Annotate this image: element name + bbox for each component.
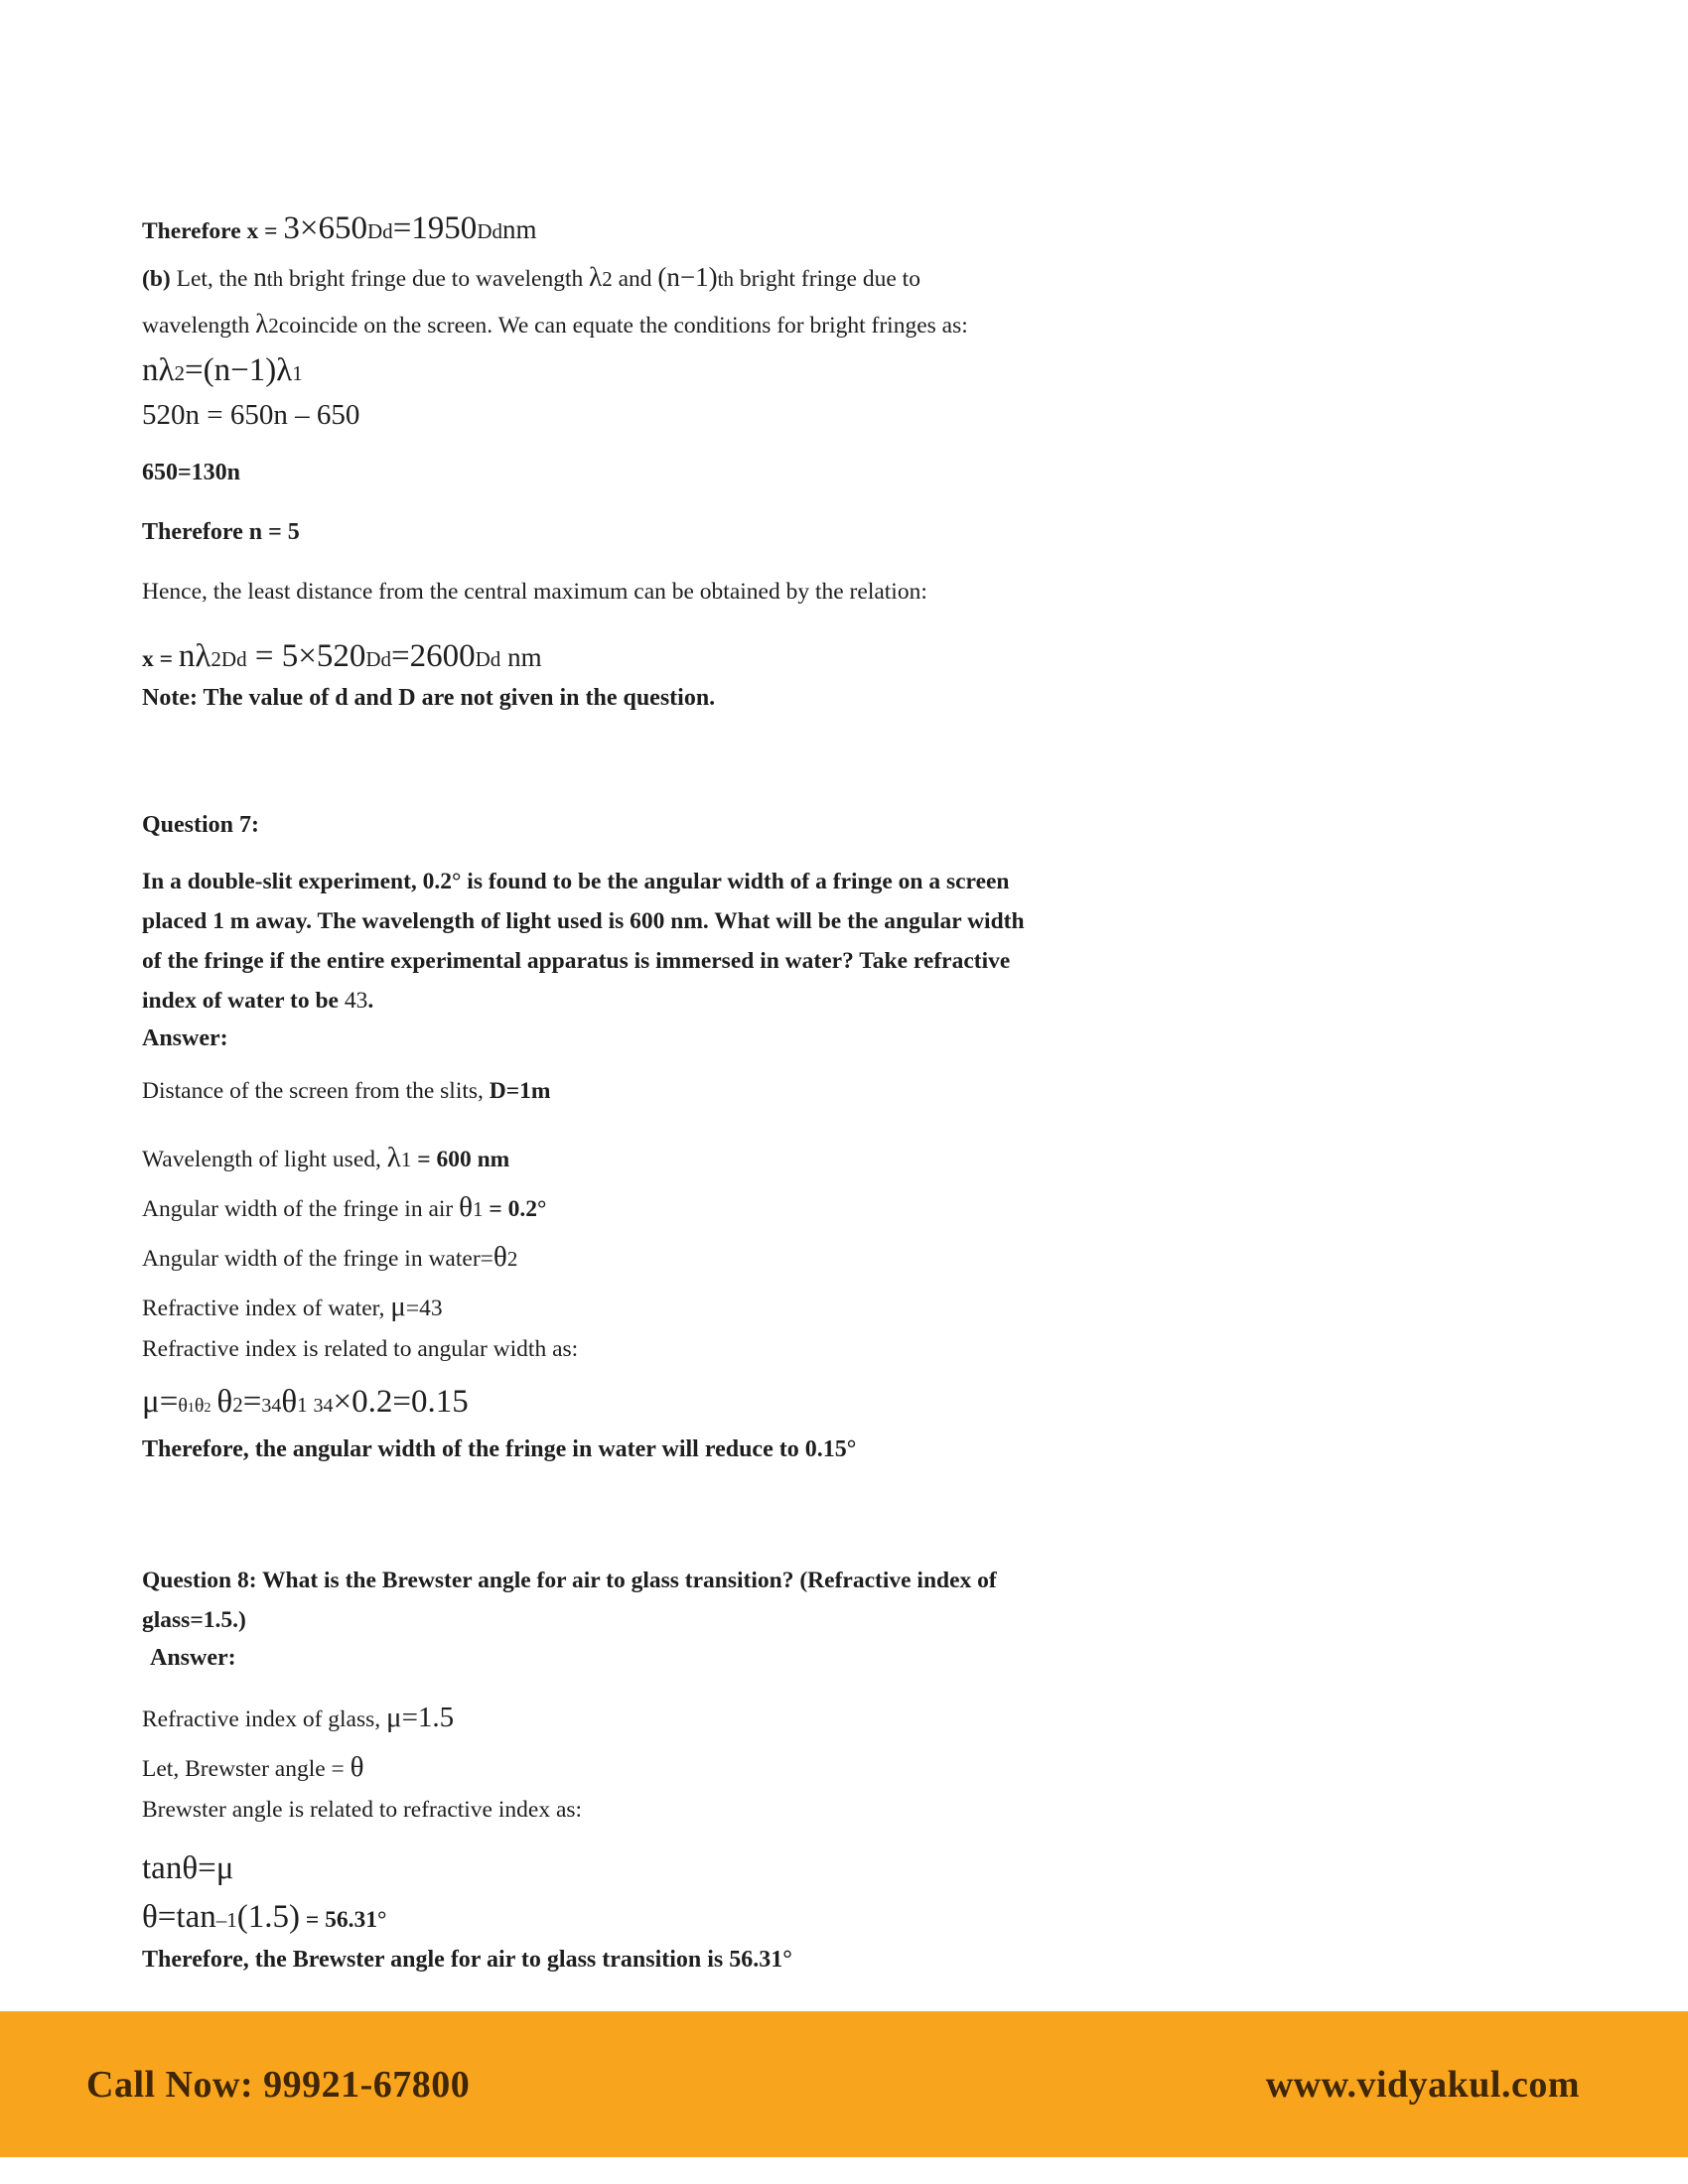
text-line xyxy=(142,941,1433,981)
text-line xyxy=(142,1433,1433,1466)
text-segment: λ xyxy=(589,262,603,292)
text-line xyxy=(142,255,1433,302)
text-segment: glass=1.5.) xyxy=(142,1607,246,1633)
text-segment: 1 xyxy=(187,1401,195,1416)
equation-tan-theta xyxy=(142,1846,1433,1893)
question-7-text xyxy=(142,862,1433,1021)
text-segment: Therefore x = xyxy=(142,218,284,244)
text-segment: placed 1 m away. The wavelength of light used is 600 nm. What will be the angular width xyxy=(142,908,1025,934)
text-line xyxy=(142,1135,1433,1182)
text-segment: Answer: xyxy=(142,1025,228,1051)
text-segment: =2600 xyxy=(391,638,476,674)
text-line xyxy=(142,302,1433,348)
result-n-5 xyxy=(142,516,1433,549)
answer-7-label xyxy=(142,1023,1433,1055)
text-segment: Therefore, the angular width of the fringe in water will reduce to 0.15° xyxy=(142,1436,857,1462)
text-segment: =(n−1)λ xyxy=(185,352,293,388)
text-line xyxy=(142,1794,1433,1827)
equation-mu-theta xyxy=(142,1379,1433,1432)
page-content xyxy=(142,206,1433,1977)
text-line xyxy=(142,1561,1433,1600)
footer-phone: Call Now: 99921-67800 xyxy=(86,2063,471,2106)
text-segment: 2 xyxy=(602,267,613,291)
relation-statement-8 xyxy=(142,1794,1433,1827)
text-segment: Refractive index of glass, xyxy=(142,1706,387,1732)
text-segment: 2 xyxy=(204,1401,211,1416)
text-segment: 2 xyxy=(506,1247,518,1271)
text-line xyxy=(142,981,1433,1021)
text-segment: nλ xyxy=(178,638,211,674)
text-segment: 3×650 xyxy=(283,210,368,246)
text-segment: Dd xyxy=(367,219,393,243)
text-segment: =43 xyxy=(405,1296,443,1321)
text-segment: tanθ=μ xyxy=(142,1850,234,1886)
equation-520n xyxy=(142,395,1433,437)
text-segment: Dd xyxy=(365,647,392,671)
text-segment: Wavelength of light used, xyxy=(142,1147,387,1172)
given-angular-width-air xyxy=(142,1184,1433,1232)
question-7-heading xyxy=(142,809,1433,842)
text-segment: Note: The value of d and D are not given in the question. xyxy=(142,685,716,711)
text-line xyxy=(142,576,1433,609)
text-segment: and xyxy=(612,266,658,292)
text-segment: bright fringe due to xyxy=(733,266,920,292)
text-segment: 34 xyxy=(313,1395,334,1417)
text-line xyxy=(142,901,1433,941)
text-segment: 2 xyxy=(268,314,279,338)
text-segment: 1 xyxy=(400,1148,412,1171)
conclusion-7 xyxy=(142,1433,1433,1466)
text-segment: 34 xyxy=(261,1395,282,1417)
text-segment: μ=1.5 xyxy=(386,1702,455,1733)
text-segment: 520n = 650n – 650 xyxy=(142,399,360,431)
text-segment: Hence, the least distance from the central maximum can be obtained by the relation: xyxy=(142,579,927,605)
given-refractive-index-glass xyxy=(142,1695,1433,1742)
text-segment: n xyxy=(253,262,267,292)
text-line xyxy=(142,1600,1433,1640)
text-line xyxy=(142,635,1433,680)
text-segment: th xyxy=(266,267,284,291)
text-segment: Dd xyxy=(477,219,502,243)
text-segment: nm xyxy=(501,214,537,244)
text-segment: = 56.31° xyxy=(299,1907,387,1933)
note-line xyxy=(142,682,1433,715)
text-line xyxy=(142,1846,1433,1893)
text-segment: 2 xyxy=(174,361,186,385)
text-segment: (b) xyxy=(142,266,171,292)
text-line xyxy=(142,1895,1433,1942)
text-segment: x = xyxy=(142,646,179,672)
text-segment: 650=130n xyxy=(142,460,241,485)
text-segment: . xyxy=(367,988,374,1014)
text-segment: 5×520 xyxy=(281,638,366,674)
text-segment: bright fringe due to wavelength xyxy=(283,266,590,292)
footer-bar xyxy=(0,2011,1688,2157)
text-line xyxy=(142,1184,1433,1232)
text-line xyxy=(142,809,1433,842)
text-segment: Angular width of the fringe in air xyxy=(142,1196,460,1222)
text-segment: Refractive index is related to angular width as: xyxy=(142,1336,579,1362)
given-distance xyxy=(142,1075,1433,1108)
text-line xyxy=(142,395,1433,437)
text-line xyxy=(142,682,1433,715)
text-segment: 1 xyxy=(297,1393,308,1417)
text-segment: Let, Brewster angle = xyxy=(142,1756,351,1782)
conclusion-8 xyxy=(142,1944,1433,1977)
text-segment: th xyxy=(717,267,734,291)
answer-8-label xyxy=(142,1642,1433,1675)
text-segment: λ xyxy=(255,309,269,339)
text-segment: =1950 xyxy=(392,210,478,246)
given-wavelength xyxy=(142,1135,1433,1182)
text-segment: λ xyxy=(386,1142,401,1173)
text-line xyxy=(142,350,1433,393)
text-segment: nm xyxy=(500,642,542,672)
text-line xyxy=(142,206,1433,253)
text-line xyxy=(142,1075,1433,1108)
equation-theta-arctan xyxy=(142,1895,1433,1942)
text-segment: wavelength xyxy=(142,313,256,339)
text-line xyxy=(142,1284,1433,1331)
text-segment: μ= xyxy=(142,1384,179,1420)
footer-website: www.vidyakul.com xyxy=(1265,2063,1580,2106)
text-segment: Distance of the screen from the slits, xyxy=(142,1078,490,1104)
text-segment: θ=tan xyxy=(142,1899,216,1935)
text-segment: θ xyxy=(281,1384,298,1420)
text-segment: = xyxy=(242,1384,262,1420)
equation-650-130n xyxy=(142,457,1433,489)
text-line xyxy=(142,1695,1433,1742)
text-line xyxy=(142,862,1433,901)
text-segment: of the fringe if the entire experimental apparatus is immersed in water? Take refractive xyxy=(142,948,1011,974)
text-line xyxy=(142,1333,1433,1366)
text-segment: Let, the xyxy=(170,266,254,292)
text-segment: –1 xyxy=(215,1908,237,1932)
solution-line-x-result xyxy=(142,206,1433,253)
text-segment: 43 xyxy=(344,988,368,1014)
text-segment: Angular width of the fringe in water= xyxy=(142,1246,493,1272)
text-segment: θ xyxy=(459,1191,474,1223)
text-line xyxy=(142,1744,1433,1792)
text-segment: coincide on the screen. We can equate the conditions for bright fringes as: xyxy=(278,313,968,339)
text-segment: Question 8: What is the Brewster angle for air to glass transition? (Refractive index of xyxy=(142,1568,997,1593)
text-line xyxy=(142,1379,1433,1432)
given-refractive-index-water xyxy=(142,1284,1433,1331)
text-segment: = xyxy=(246,638,282,674)
text-segment: index of water to be xyxy=(142,988,345,1014)
question-8-text xyxy=(142,1561,1433,1640)
text-segment: Answer: xyxy=(150,1645,236,1671)
text-segment: Brewster angle is related to refractive index as: xyxy=(142,1797,583,1823)
text-segment: 1 xyxy=(473,1197,484,1221)
text-line xyxy=(150,1642,1433,1675)
relation-statement-7 xyxy=(142,1333,1433,1366)
text-segment: θ xyxy=(492,1241,507,1273)
text-segment: θ xyxy=(178,1395,188,1417)
text-segment: 2 xyxy=(232,1393,243,1417)
text-segment: Therefore n = 5 xyxy=(142,519,300,545)
text-line xyxy=(142,457,1433,489)
hence-statement xyxy=(142,576,1433,609)
text-segment: Dd xyxy=(220,647,247,671)
text-segment: Therefore, the Brewster angle for air to glass transition is 56.31° xyxy=(142,1947,792,1973)
text-segment: (n−1) xyxy=(657,262,718,292)
text-segment: μ xyxy=(390,1291,406,1322)
text-segment: Refractive index of water, xyxy=(142,1296,391,1321)
text-segment: θ xyxy=(194,1395,205,1417)
text-segment: nλ xyxy=(142,352,175,388)
text-segment: = 0.2° xyxy=(483,1196,547,1222)
text-segment: θ xyxy=(216,1384,233,1420)
text-segment: 2 xyxy=(211,647,221,671)
part-b-paragraph xyxy=(142,255,1433,348)
text-segment: Question 7: xyxy=(142,812,260,838)
text-segment: θ xyxy=(350,1751,364,1783)
text-segment: Dd xyxy=(475,647,501,671)
let-brewster-angle xyxy=(142,1744,1433,1792)
text-line xyxy=(142,1944,1433,1977)
text-segment: In a double-slit experiment, 0.2° is found to be the angular width of a fringe on a screen xyxy=(142,869,1010,894)
equation-n-lambda xyxy=(142,350,1433,393)
text-segment: = 600 nm xyxy=(411,1147,510,1172)
text-line xyxy=(142,516,1433,549)
text-segment: 1 xyxy=(292,361,303,385)
text-line xyxy=(142,1234,1433,1282)
given-angular-width-water xyxy=(142,1234,1433,1282)
text-segment: (1.5) xyxy=(236,1899,300,1935)
text-segment: D=1m xyxy=(489,1078,551,1104)
equation-x-least-distance xyxy=(142,635,1433,680)
text-segment: ×0.2=0.15 xyxy=(333,1384,469,1420)
text-line xyxy=(142,1023,1433,1055)
